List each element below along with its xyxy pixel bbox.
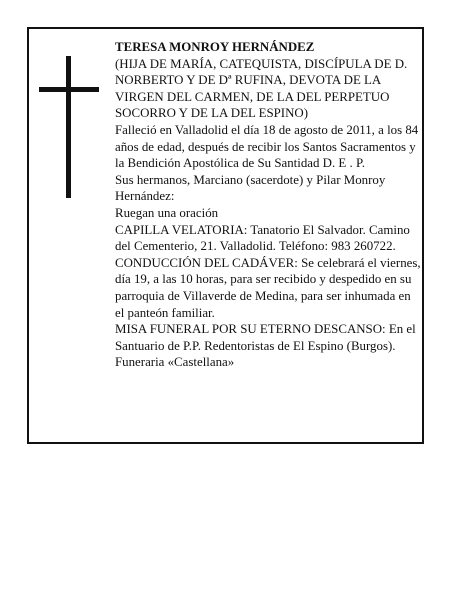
cross-horizontal-bar: [39, 87, 99, 92]
procession-info: CONDUCCIÓN DEL CADÁVER: Se celebrará el viernes, día 19, a las 10 horas, para ser recibido y despedido en su parroquia de Villaverde de Medina, para ser inhumada en el panteón familiar.: [115, 255, 421, 320]
chapel-info: CAPILLA VELATORIA: Tanatorio El Salvador. Camino del Cementerio, 21. Valladolid. Teléfono: 983 260722.: [115, 222, 410, 254]
notice-text: [115, 39, 421, 371]
funeral-mass-info: MISA FUNERAL POR SU ETERNO DESCANSO: En el Santuario de P.P. Redentoristas de El Espino (Burgos).: [115, 322, 416, 353]
latin-cross-icon: [39, 56, 99, 198]
affiliations: (HIJA DE MARÍA, CATEQUISTA, DISCÍPULA DE D. NORBERTO Y DE Dª RUFINA, DEVOTA DE LA VIRGEN DEL CARMEN, DE LA DEL PERPETUO SOCORRO Y DE LA DEL ESPINO): [115, 56, 408, 121]
prayer-request: Ruegan una oración: [115, 205, 219, 220]
family-line: Sus hermanos, Marciano (sacerdote) y Pilar Monroy Hernández:: [115, 172, 386, 204]
death-announcement: Falleció en Valladolid el día 18 de agosto de 2011, a los 84 años de edad, después de recibir los Santos Sacramentos y la Bendición Apostólica de Su Santidad D. E . P.: [115, 122, 419, 171]
deceased-name: TERESA MONROY HERNÁNDEZ: [115, 40, 315, 54]
cross-vertical-bar: [66, 56, 71, 198]
funeral-home: Funeraria «Castellana»: [115, 355, 235, 370]
obituary-notice: [27, 27, 424, 444]
